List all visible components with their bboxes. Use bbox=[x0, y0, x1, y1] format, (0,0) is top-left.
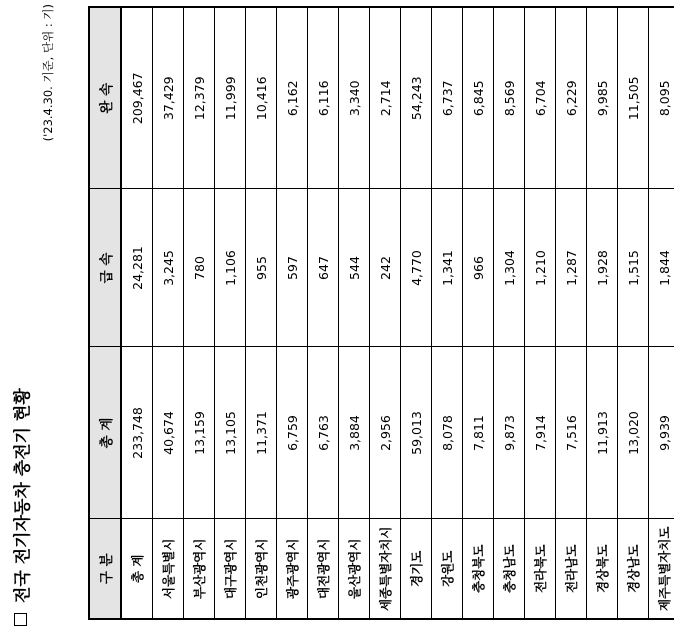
slow-cell: 6,229 bbox=[556, 7, 587, 189]
total-cell: 13,020 bbox=[618, 347, 649, 519]
slow-cell: 10,416 bbox=[246, 7, 277, 189]
table-row bbox=[215, 7, 246, 619]
total-cell: 59,013 bbox=[401, 347, 432, 519]
region-cell: 전라북도 bbox=[525, 519, 556, 619]
table-header-row bbox=[89, 7, 121, 619]
fast-cell: 1,304 bbox=[494, 189, 525, 347]
region-cell: 총 계 bbox=[121, 519, 153, 619]
table-row bbox=[618, 7, 649, 619]
slow-cell: 8,569 bbox=[494, 7, 525, 189]
slow-cell: 6,704 bbox=[525, 7, 556, 189]
table-row bbox=[184, 7, 215, 619]
slow-cell: 6,162 bbox=[277, 7, 308, 189]
fast-cell: 1,210 bbox=[525, 189, 556, 347]
region-cell: 세종특별자치시 bbox=[370, 519, 401, 619]
region-cell: 충청남도 bbox=[494, 519, 525, 619]
fast-cell: 544 bbox=[339, 189, 370, 347]
region-cell: 대전광역시 bbox=[308, 519, 339, 619]
fast-cell: 966 bbox=[463, 189, 494, 347]
fast-cell: 955 bbox=[246, 189, 277, 347]
region-cell: 경상남도 bbox=[618, 519, 649, 619]
header-total: 총 계 bbox=[89, 347, 121, 519]
region-cell: 대구광역시 bbox=[215, 519, 246, 619]
region-cell: 울산광역시 bbox=[339, 519, 370, 619]
slow-cell: 9,985 bbox=[587, 7, 618, 189]
checkbox-square-icon bbox=[14, 613, 27, 626]
slow-cell: 6,737 bbox=[432, 7, 463, 189]
table-row bbox=[401, 7, 432, 619]
table-body bbox=[121, 7, 674, 619]
total-cell: 2,956 bbox=[370, 347, 401, 519]
total-cell: 40,674 bbox=[153, 347, 184, 519]
slow-cell: 37,429 bbox=[153, 7, 184, 189]
table-total-row bbox=[121, 7, 153, 619]
region-cell: 강원도 bbox=[432, 519, 463, 619]
slow-cell: 209,467 bbox=[121, 7, 153, 189]
fast-cell: 780 bbox=[184, 189, 215, 347]
table-row bbox=[308, 7, 339, 619]
slow-cell: 2,714 bbox=[370, 7, 401, 189]
header-fast: 급 속 bbox=[89, 189, 121, 347]
region-cell: 인천광역시 bbox=[246, 519, 277, 619]
fast-cell: 1,928 bbox=[587, 189, 618, 347]
total-cell: 6,763 bbox=[308, 347, 339, 519]
total-cell: 7,516 bbox=[556, 347, 587, 519]
slow-cell: 6,116 bbox=[308, 7, 339, 189]
total-cell: 11,371 bbox=[246, 347, 277, 519]
slow-cell: 54,243 bbox=[401, 7, 432, 189]
slow-cell: 11,999 bbox=[215, 7, 246, 189]
slow-cell: 8,095 bbox=[649, 7, 674, 189]
slow-cell: 6,845 bbox=[463, 7, 494, 189]
table-row bbox=[246, 7, 277, 619]
fast-cell: 1,287 bbox=[556, 189, 587, 347]
total-cell: 7,914 bbox=[525, 347, 556, 519]
table-row bbox=[494, 7, 525, 619]
region-cell: 서울특별시 bbox=[153, 519, 184, 619]
fast-cell: 1,106 bbox=[215, 189, 246, 347]
total-cell: 9,873 bbox=[494, 347, 525, 519]
fast-cell: 597 bbox=[277, 189, 308, 347]
table-row bbox=[432, 7, 463, 619]
total-cell: 13,159 bbox=[184, 347, 215, 519]
total-cell: 6,759 bbox=[277, 347, 308, 519]
region-cell: 제주특별자치도 bbox=[649, 519, 674, 619]
region-cell: 전라남도 bbox=[556, 519, 587, 619]
fast-cell: 242 bbox=[370, 189, 401, 347]
fast-cell: 4,770 bbox=[401, 189, 432, 347]
table-row bbox=[339, 7, 370, 619]
fast-cell: 3,245 bbox=[153, 189, 184, 347]
header-region: 구 분 bbox=[89, 519, 121, 619]
table-row bbox=[649, 7, 674, 619]
total-cell: 233,748 bbox=[121, 347, 153, 519]
table-row bbox=[370, 7, 401, 619]
region-cell: 충청북도 bbox=[463, 519, 494, 619]
slow-cell: 11,505 bbox=[618, 7, 649, 189]
total-cell: 13,105 bbox=[215, 347, 246, 519]
table-row bbox=[153, 7, 184, 619]
document-heading bbox=[8, 388, 33, 626]
slow-cell: 12,379 bbox=[184, 7, 215, 189]
fast-cell: 24,281 bbox=[121, 189, 153, 347]
heading-title: 전국 전기자동차 충전기 현황 bbox=[13, 388, 33, 603]
table-row bbox=[463, 7, 494, 619]
fast-cell: 1,844 bbox=[649, 189, 674, 347]
fast-cell: 647 bbox=[308, 189, 339, 347]
table-row bbox=[556, 7, 587, 619]
region-cell: 경상북도 bbox=[587, 519, 618, 619]
unit-note: ('23.4.30. 기준, 단위 : 기) bbox=[41, 4, 55, 142]
total-cell: 3,884 bbox=[339, 347, 370, 519]
total-cell: 7,811 bbox=[463, 347, 494, 519]
total-cell: 8,078 bbox=[432, 347, 463, 519]
fast-cell: 1,341 bbox=[432, 189, 463, 347]
fast-cell: 1,515 bbox=[618, 189, 649, 347]
table-row bbox=[277, 7, 308, 619]
table-row bbox=[525, 7, 556, 619]
region-cell: 광주광역시 bbox=[277, 519, 308, 619]
slow-cell: 3,340 bbox=[339, 7, 370, 189]
table-row bbox=[587, 7, 618, 619]
total-cell: 9,939 bbox=[649, 347, 674, 519]
region-cell: 부산광역시 bbox=[184, 519, 215, 619]
header-slow: 완 속 bbox=[89, 7, 121, 189]
total-cell: 11,913 bbox=[587, 347, 618, 519]
charger-status-table bbox=[88, 6, 674, 620]
region-cell: 경기도 bbox=[401, 519, 432, 619]
